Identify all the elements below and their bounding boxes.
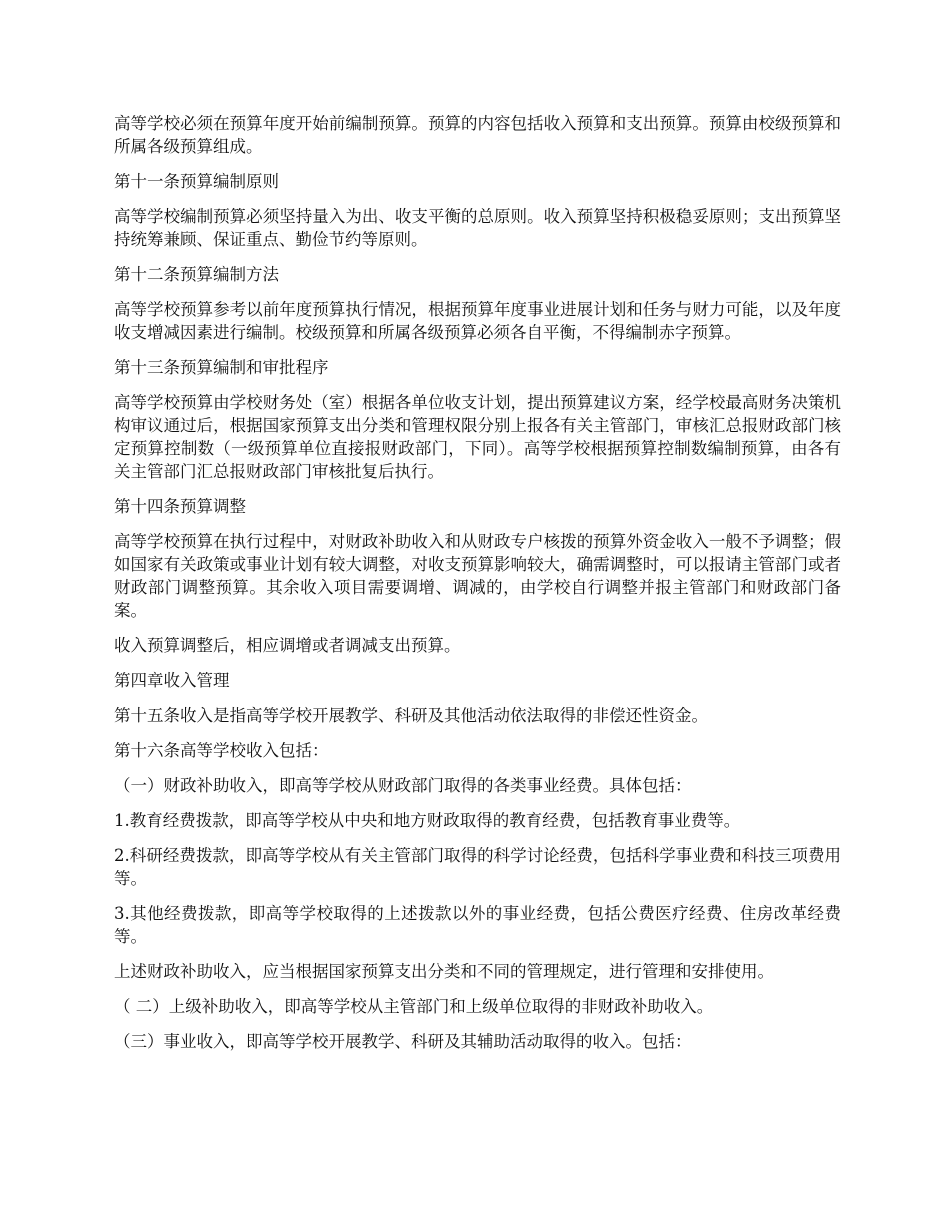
article-15: 第十五条收入是指高等学校开展教学、科研及其他活动依法取得的非偿还性资金。 [114, 706, 708, 725]
income-sub-item-1: 1.教育经费拨款，即高等学校从中央和地方财政取得的教育经费，包括教育事业费等。 [114, 811, 741, 830]
article-11-body: 高等学校编制预算必须坚持量入为出、收支平衡的总原则。收入预算坚持积极稳妥原则；支出预算坚持统筹兼顾、保证重点、勤俭节约等原则。 [114, 207, 841, 249]
article-14-note: 收入预算调整后，相应调增或者调减支出预算。 [114, 636, 461, 655]
article-13-heading: 第十三条预算编制和审批程序 [114, 358, 329, 377]
income-item-1-note: 上述财政补助收入，应当根据国家预算支出分类和不同的管理规定，进行管理和安排使用。 [114, 962, 774, 981]
document-page [114, 112, 841, 1065]
income-sub-item-2: 2.科研经费拨款，即高等学校从有关主管部门取得的科学讨论经费，包括科学事业费和科技三项费用等。 [114, 846, 841, 888]
income-sub-item-3: 3.其他经费拨款，即高等学校取得的上述拨款以外的事业经费，包括公费医疗经费、住房改革经费等。 [114, 904, 841, 946]
article-14-heading: 第十四条预算调整 [114, 497, 246, 516]
article-11-heading: 第十一条预算编制原则 [114, 172, 279, 191]
chapter-4-heading: 第四章收入管理 [114, 671, 230, 690]
article-14-body: 高等学校预算在执行过程中，对财政补助收入和从财政专户核拨的预算外资金收入一般不予调整；假如国家有关政策或事业计划有较大调整，对收支预算影响较大，确需调整时，可以报请主管部门或者财政部门调整预算。其余收入项目需要调增、调减的，由学校自行调整并报主管部门和财政部门备案。 [114, 532, 841, 620]
article-16-heading: 第十六条高等学校收入包括： [114, 741, 329, 760]
income-item-1: （一）财政补助收入，即高等学校从财政部门取得的各类事业经费。具体包括： [114, 776, 692, 795]
article-12-heading: 第十二条预算编制方法 [114, 265, 279, 284]
article-12-body: 高等学校预算参考以前年度预算执行情况，根据预算年度事业进展计划和任务与财力可能，以及年度收支增减因素进行编制。校级预算和所属各级预算必须各自平衡，不得编制赤字预算。 [114, 300, 841, 342]
paragraph-intro: 高等学校必须在预算年度开始前编制预算。预算的内容包括收入预算和支出预算。预算由校级预算和所属各级预算组成。 [114, 114, 841, 156]
article-13-body: 高等学校预算由学校财务处（室）根据各单位收支计划，提出预算建议方案，经学校最高财务决策机构审议通过后，根据国家预算支出分类和管理权限分别上报各有关主管部门，审核汇总报财政部门核定预算控制数（一级预算单位直接报财政部门，下同）。高等学校根据预算控制数编制预算，由各有关主管部门汇总报财政部门审核批复后执行。 [114, 393, 841, 481]
income-item-3: （三）事业收入，即高等学校开展教学、科研及其辅助活动取得的收入。包括： [114, 1032, 692, 1051]
income-item-2: （ 二）上级补助收入，即高等学校从主管部门和上级单位取得的非财政补助收入。 [114, 997, 714, 1016]
